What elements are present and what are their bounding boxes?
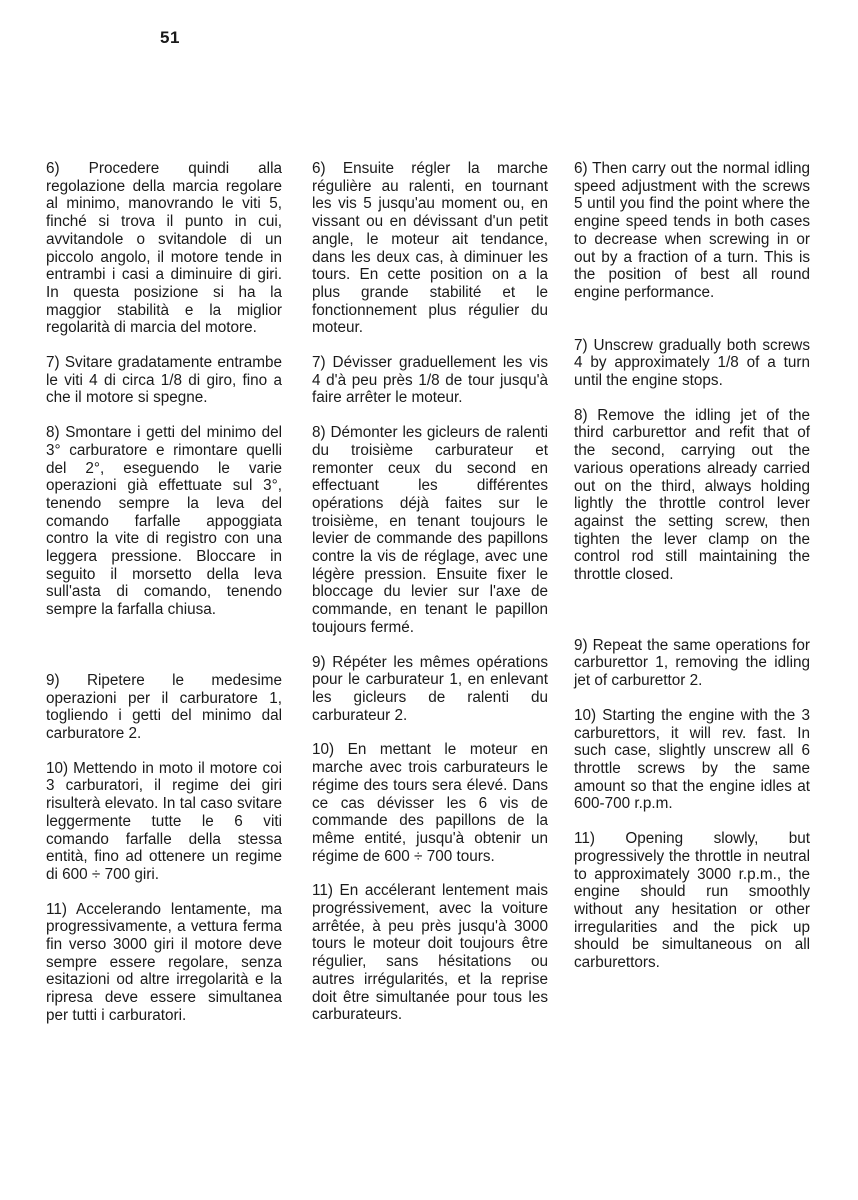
italian-step-10: 10) Mettendo in moto il motore coi 3 carburatori, il regime dei giri risulterà elevato. In tal caso svitare leggermente tutte le 6 viti comando farfalle della stessa entità, fino ad ottenere un regime di 600 ÷ 700 giri. [46, 759, 282, 883]
english-column [574, 160, 810, 972]
english-step-9: 9) Repeat the same operations for carburettor 1, removing the idling jet of carburettor 2. [574, 636, 810, 690]
italian-step-11: 11) Accelerando lentamente, ma progressivamente, a vettura ferma fin verso 3000 giri il motore deve sempre essere regolare, senza esitazioni od altre irregolarità e la ripresa deve essere simultanea per tutti i carburatori. [46, 900, 282, 1024]
page-number: 51 [160, 28, 180, 47]
english-step-8: 8) Remove the idling jet of the third carburettor and refit that of the second, carrying out the various operations already carried out on the third, always holding lightly the throttle control lever against the setting screw, then tighten the lever clamp on the control rod still maintaining the throttle closed. [574, 406, 810, 584]
french-step-7: 7) Dévisser graduellement les vis 4 d'à peu près 1/8 de tour jusqu'à faire arrêter le moteur. [312, 354, 548, 407]
english-step-10: 10) Starting the engine with the 3 carburettors, it will rev. fast. In such case, slightly unscrew all 6 throttle screws by the same amount so that the engine idles at 600-700 r.p.m. [574, 706, 810, 813]
french-step-6: 6) Ensuite régler la marche régulière au ralenti, en tournant les vis 5 jusqu'au moment ou, en vissant ou en dévissant d'un petit angle, le moteur ait tendance, dans les deux cas, à diminuer les tours. En cette position on a la plus grande stabilité et le fonctionnement plus régulier du moteur. [312, 160, 548, 337]
english-step-6: 6) Then carry out the normal idling speed adjustment with the screws 5 until you find the point where the engine speed tends in both cases to decrease when screwing in or out by a fraction of a turn. This is the position of best all round engine performance. [574, 160, 810, 301]
french-step-8: 8) Démonter les gicleurs de ralenti du troisième carburateur et remonter ceux du second en effectuant les différentes opérations déjà faites sur le troisième, en tenant toujours le levier de commande des papillons contre la vis de réglage, avec une légère pression. Ensuite fixer le bloccage du levier sur l'axe de commande, en tenant le papillon toujours fermé. [312, 424, 548, 636]
french-column [312, 160, 548, 1024]
english-step-7: 7) Unscrew gradually both screws 4 by approximately 1/8 of a turn until the engine stops. [574, 336, 810, 390]
italian-step-9: 9) Ripetere le medesime operazioni per il carburatore 1, togliendo i getti del minimo dal carburatore 2. [46, 671, 282, 742]
french-step-10: 10) En mettant le moteur en marche avec trois carburateurs le régime des tours sera élevé. Dans ce cas dévisser les 6 vis de commande des papillons de la même entité, jusqu'à obtenir un régime de 600 ÷ 700 tours. [312, 741, 548, 865]
italian-step-8: 8) Smontare i getti del minimo del 3° carburatore e rimontare quelli del 2°, eseguendo le varie operazioni già effettuate sul 3°, tenendo sempre la leva del comando farfalle appoggiata contro la vite di registro con una leggera pressione. Bloccare in seguito il morsetto della leva sull'asta di comando, tenendo sempre la farfalla chiusa. [46, 424, 282, 619]
italian-step-7: 7) Svitare gradatamente entrambe le viti 4 di circa 1/8 di giro, fino a che il motore si spegne. [46, 354, 282, 407]
italian-step-6: 6) Procedere quindi alla regolazione della marcia regolare al minimo, manovrando le viti 5, finché si trova il punto in cui, avvitandole o svitandole di un piccolo angolo, il motore tende in entrambi i casi a diminuire di giri. In questa posizione si ha la maggior stabilità e la miglior regolarità di marcia del motore. [46, 160, 282, 337]
english-step-11: 11) Opening slowly, but progressively the throttle in neutral to approximately 3000 r.p.m., the engine should run smoothly without any hesitation or other irregularities and the pick up should be simultaneous on all carburettors. [574, 830, 810, 972]
french-step-11: 11) En accélerant lentement mais progréssivement, avec la voiture arrêtée, à peu près jusqu'à 3000 tours le moteur doit toujours être régulier, sans hésitations ou autres irrégularités, et la reprise doit être simultanée pour tous les carburateurs. [312, 882, 548, 1024]
italian-column [46, 160, 282, 1025]
french-step-9: 9) Répéter les mêmes opérations pour le carburateur 1, en enlevant les gicleurs de ralenti du carburateur 2. [312, 653, 548, 724]
